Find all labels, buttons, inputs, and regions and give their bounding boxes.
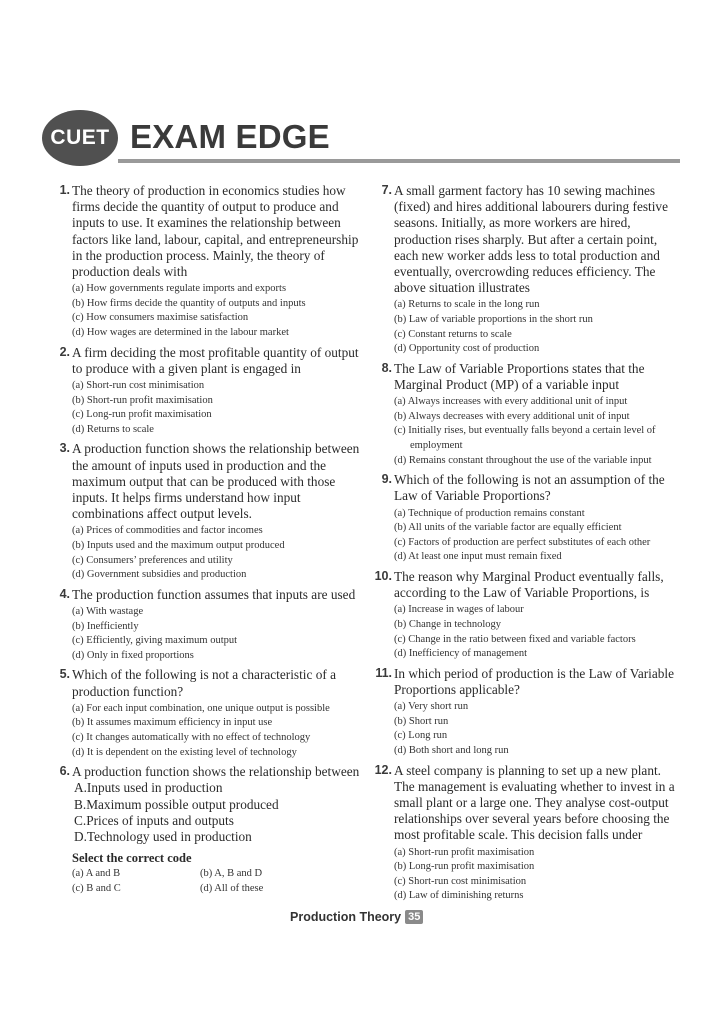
cuet-badge: CUET [42,110,118,166]
option-list [72,702,370,760]
option-list [394,298,684,356]
question-1 [58,183,370,341]
option-c: (c) How consumers maximise satisfaction [72,312,249,324]
question-10 [374,568,684,662]
option-c: (c) Change in the ratio between fixed and variable factors [394,633,636,645]
option-a: (a) A and B [72,868,121,880]
select-code-instruction: Select the correct code [72,851,192,866]
page-number: 35 [405,910,423,924]
question-text: The theory of production in economics studies how firms decide the quantity of output to produce and inputs to use. It examines the relationship between factors like land, labour, capital, and entrepreneurship in the production process. Mainly, the theory of production deals with [72,183,359,280]
question-2 [58,345,370,438]
statement-list [72,780,370,845]
question-number: 9. [381,472,392,487]
option-b: (b) It assumes maximum efficiency in input use [72,717,273,729]
option-c: (c) B and C [72,883,121,895]
question-text: A production function shows the relationship between [72,764,360,780]
option-a: (a) How governments regulate imports and exports [72,283,287,295]
option-b: (b) Always decreases with every additional unit of input [394,410,630,422]
left-question-list [58,183,370,760]
question-number: 4. [59,586,70,601]
option-c: (c) Long run [394,730,448,742]
option-b: (b) Change in technology [394,618,502,630]
option-d: (d) Only in fixed proportions [72,649,194,661]
option-a: (a) For each input combination, one unique output is possible [72,702,330,714]
question-7 [380,183,684,357]
option-d: (d) Remains constant throughout the use of the variable input [394,454,652,466]
option-a: (a) Always increases with every additional unit of input [394,396,628,408]
option-d: (d) Government subsidies and production [72,569,247,581]
option-c: (c) Long-run profit maximisation [72,409,212,421]
option-a: (a) Prices of commodities and factor incomes [72,525,263,537]
option-c: (c) Short-run cost minimisation [394,875,527,887]
question-text: The Law of Variable Proportions states that the Marginal Product (MP) of a variable input [394,360,645,392]
option-c: (c) Consumers’ preferences and utility [72,554,233,566]
question-text: Which of the following is not an assumption of the Law of Variable Proportions? [394,472,665,504]
option-d: (d) It is dependent on the existing level of technology [72,746,297,758]
option-d: (d) At least one input must remain fixed [394,551,562,563]
question-12 [374,762,684,904]
option-a: (a) Short-run profit maximisation [394,846,535,858]
header-rule [118,159,680,163]
footer-chapter-label: Production Theory [290,910,402,924]
option-list [72,605,370,663]
option-a: (a) Increase in wages of labour [394,604,524,616]
option-list [72,379,370,437]
question-number: 6. [59,764,70,779]
statement-a: A.Inputs used in production [74,780,223,796]
question-number: 8. [381,360,392,375]
option-c: (c) Factors of production are perfect substitutes of each other [394,536,651,548]
option-b: (b) Short-run profit maximisation [72,394,213,406]
question-number: 3. [59,441,70,456]
option-c: (c) Constant returns to scale [394,328,512,340]
option-b: (b) Long-run profit maximisation [394,861,535,873]
question-number: 12. [374,762,392,777]
question-9 [380,472,684,565]
option-b: (b) All units of the variable factor are equally efficient [394,522,622,534]
question-text: Which of the following is not a characteristic of a production function? [72,667,336,699]
option-d: (d) Inefficiency of management [394,648,528,660]
option-list [72,282,370,340]
option-list [394,507,684,565]
question-text: A production function shows the relationship between the amount of inputs used in production and the maximum output that can be produced with those inputs. It helps firms understand how input combinations affect output levels. [72,441,360,522]
option-d: (d) How wages are determined in the labour market [72,327,289,338]
right-question-list [374,183,684,904]
option-b: (b) A, B and D [200,868,263,880]
page-title: EXAM EDGE [130,118,330,155]
page-header [42,110,682,180]
option-d: (d) Law of diminishing returns [394,890,524,902]
left-column [58,183,370,900]
question-text: In which period of production is the Law of Variable Proportions applicable? [394,665,675,697]
option-a: (a) Very short run [394,701,469,713]
option-grid [72,866,370,896]
question-8 [380,361,684,468]
option-list [394,395,684,468]
question-4 [58,587,370,664]
question-3 [58,441,370,582]
question-number: 5. [59,667,70,682]
question-text: A steel company is planning to set up a new plant. The management is evaluating whether to invest in a small plant or a large one. They analyse cost-output relationships over several years before choosing the most profitable scale. This decision falls under [394,762,675,843]
right-column [374,183,684,908]
statement-c: C.Prices of inputs and outputs [74,812,234,828]
question-number: 11. [375,665,392,680]
option-a: (a) With wastage [72,605,144,617]
option-b: (b) Short run [394,715,449,727]
option-b: (b) Inefficiently [72,620,139,632]
statement-b: B.Maximum possible output produced [74,796,279,812]
option-list [394,700,684,758]
option-c: (c) It changes automatically with no effect of technology [72,731,311,743]
option-c: (c) Efficiently, giving maximum output [72,635,238,647]
option-a: (a) Technique of production remains constant [394,507,585,519]
question-11 [375,665,684,759]
option-list [394,846,684,904]
question-number: 10. [374,568,392,583]
statement-d: D.Technology used in production [74,828,252,844]
option-b: (b) Inputs used and the maximum output produced [72,539,285,551]
option-c: (c) Initially rises, but eventually falls beyond a certain level of employment [394,425,656,451]
question-number: 1. [59,183,70,197]
option-d: (d) Both short and long run [394,744,509,756]
option-a: (a) Returns to scale in the long run [394,299,540,311]
option-d: (d) All of these [200,883,264,895]
page-footer [290,910,423,924]
question-text: A small garment factory has 10 sewing machines (fixed) and hires additional labourers during festive seasons. Initially, as more workers are hired, production rises sharply. But after a certain point, each new worker adds less to total production and eventually, overcrowding reduces efficiency. The above situation illustrates [394,183,668,296]
question-text: A firm deciding the most profitable quantity of output to produce with a given plant is engaged in [72,344,359,376]
option-list [72,524,370,582]
question-number: 2. [59,344,70,359]
question-text: The reason why Marginal Product eventually falls, according to the Law of Variable Proportions, is [394,568,664,601]
question-5 [58,667,370,760]
option-list [394,603,684,661]
option-b: (b) How firms decide the quantity of outputs and inputs [72,297,306,309]
question-number: 7. [381,183,392,197]
option-a: (a) Short-run cost minimisation [72,380,205,391]
question-6 [58,764,370,896]
question-text: The production function assumes that inputs are used [72,586,356,602]
option-d: (d) Opportunity cost of production [394,343,540,355]
option-d: (d) Returns to scale [72,423,154,435]
option-b: (b) Law of variable proportions in the short run [394,314,593,326]
